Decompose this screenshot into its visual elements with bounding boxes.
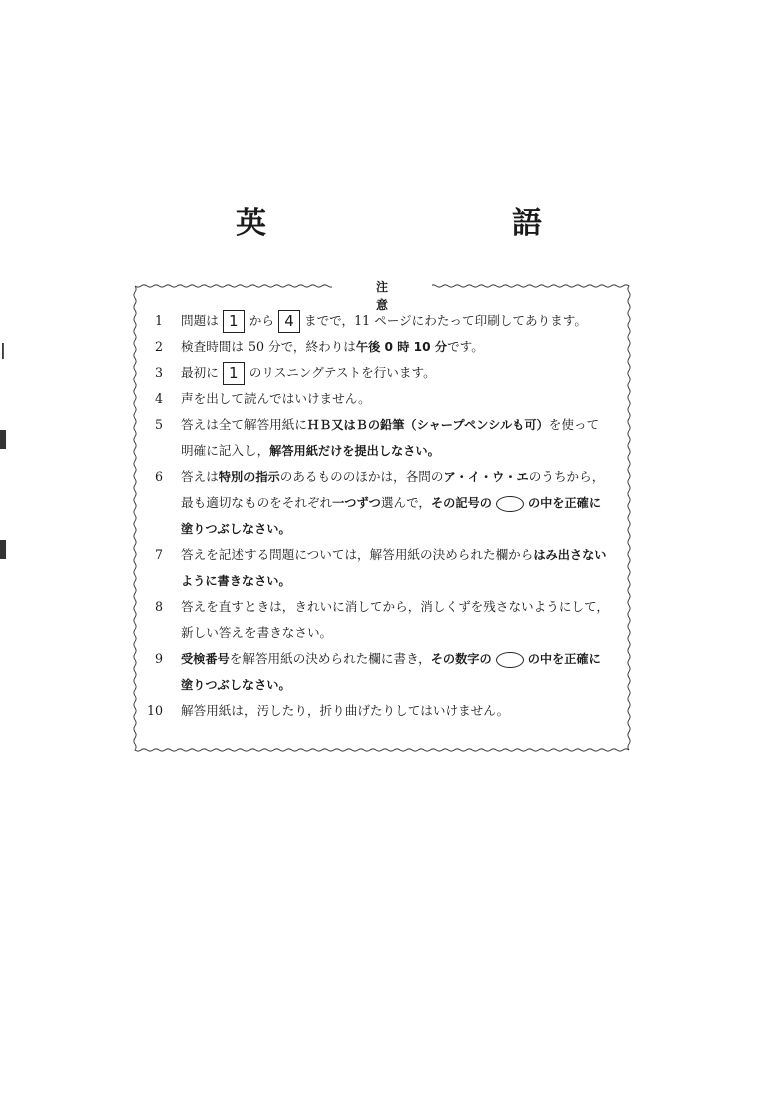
text-run: 新しい答えを書きなさい。	[181, 625, 333, 640]
text-run: を解答用紙の決められた欄に書き，	[229, 651, 431, 666]
text-run: までで，11 ページにわたって印刷してあります。	[303, 313, 587, 328]
emphasized-text: 受検番号	[181, 652, 230, 666]
notice-item	[155, 412, 615, 464]
text-run: 最初に	[181, 365, 219, 380]
text-run: のあるもののほかは，各問の	[279, 469, 444, 484]
notice-item	[155, 464, 615, 542]
emphasized-text: 一つずつ	[332, 496, 381, 510]
notice-item	[155, 386, 615, 412]
emphasized-text: 塗りつぶしなさい。	[181, 678, 291, 692]
text-run: 答えを直すときは，きれいに消してから，消しくずを残さないようにして，	[181, 599, 609, 614]
text-run: から	[248, 313, 274, 328]
notice-item	[155, 334, 615, 360]
notice-item-number: 9	[155, 651, 164, 666]
text-run: 答えは	[181, 469, 219, 484]
emphasized-text: の中を正確に	[527, 652, 601, 666]
section-number-box: 1	[223, 362, 245, 385]
notice-item	[155, 594, 615, 646]
notice-item-number: 6	[155, 469, 164, 484]
notice-item	[147, 698, 615, 724]
notice-item	[155, 542, 615, 594]
emphasized-text: その記号の	[431, 496, 492, 510]
emphasized-text: 塗りつぶしなさい。	[181, 522, 291, 536]
text-run: 明確に記入し，	[181, 443, 270, 458]
edge-mark: |	[0, 340, 6, 359]
emphasized-text: ように書きなさい。	[181, 574, 291, 588]
text-run: 答えを記述する問題については，解答用紙の決められた欄から	[181, 547, 534, 562]
notice-item-number: 10	[147, 703, 164, 718]
emphasized-text: はみ出さない	[533, 548, 607, 562]
answer-oval-icon	[496, 496, 524, 512]
notice-item	[155, 646, 615, 698]
section-number-box: 4	[278, 310, 300, 333]
text-run: です。	[447, 339, 484, 354]
text-run: のうちから，	[528, 469, 605, 484]
emphasized-text: ＨＢ又はＢの鉛筆（シャープペンシルも可）	[306, 418, 549, 432]
text-run: のリスニングテストを行います。	[248, 365, 436, 380]
emphasized-text: の中を正確に	[527, 496, 602, 510]
notice-item-text	[181, 334, 615, 360]
page-title: 英 語	[236, 206, 604, 241]
edge-mark: ▌	[0, 430, 13, 449]
text-run: を使って	[548, 417, 600, 432]
text-run: 検査時間は 50 分で，終わりは	[181, 339, 356, 354]
notice-item-text	[181, 646, 615, 698]
notice-item-number: 1	[155, 313, 164, 328]
notice-item-text	[181, 542, 615, 594]
text-run: 声を出して読んではいけません。	[181, 391, 371, 406]
notice-item-number: 2	[155, 339, 164, 354]
edge-mark: ▌	[0, 540, 13, 559]
emphasized-text: 特別の指示	[218, 470, 280, 484]
notice-item-text	[181, 412, 615, 464]
text-run: 解答用紙は，汚したり，折り曲げたりしてはいけません。	[181, 703, 510, 718]
notice-item-number: 5	[155, 417, 164, 432]
notice-item-text	[181, 464, 615, 542]
emphasized-text: 午後 0 時 10 分	[355, 340, 448, 354]
notice-item-text	[181, 386, 615, 412]
notice-item-number: 4	[155, 391, 164, 406]
notice-item-text	[181, 308, 615, 334]
notice-item-text	[181, 360, 615, 386]
notice-item-number: 7	[155, 547, 164, 562]
notice-item	[155, 360, 615, 386]
notice-heading: 注意	[332, 278, 432, 314]
notice-item-number: 8	[155, 599, 164, 614]
section-number-box: 1	[223, 310, 245, 333]
emphasized-text: ア・イ・ウ・エ	[443, 470, 529, 484]
text-run: 問題は	[181, 313, 219, 328]
text-run: 最も適切なものをそれぞれ	[181, 495, 333, 510]
notice-list	[147, 308, 615, 724]
notice-item-text	[181, 698, 615, 724]
answer-oval-icon	[496, 652, 524, 668]
notice-item-text	[181, 594, 615, 646]
text-run: 選んで，	[380, 495, 431, 510]
emphasized-text: 解答用紙だけを提出しなさい。	[269, 444, 440, 458]
notice-item-number: 3	[155, 365, 164, 380]
emphasized-text: その数字の	[430, 652, 492, 666]
text-run: 答えは全て解答用紙に	[181, 417, 307, 432]
notice-item	[155, 308, 615, 334]
